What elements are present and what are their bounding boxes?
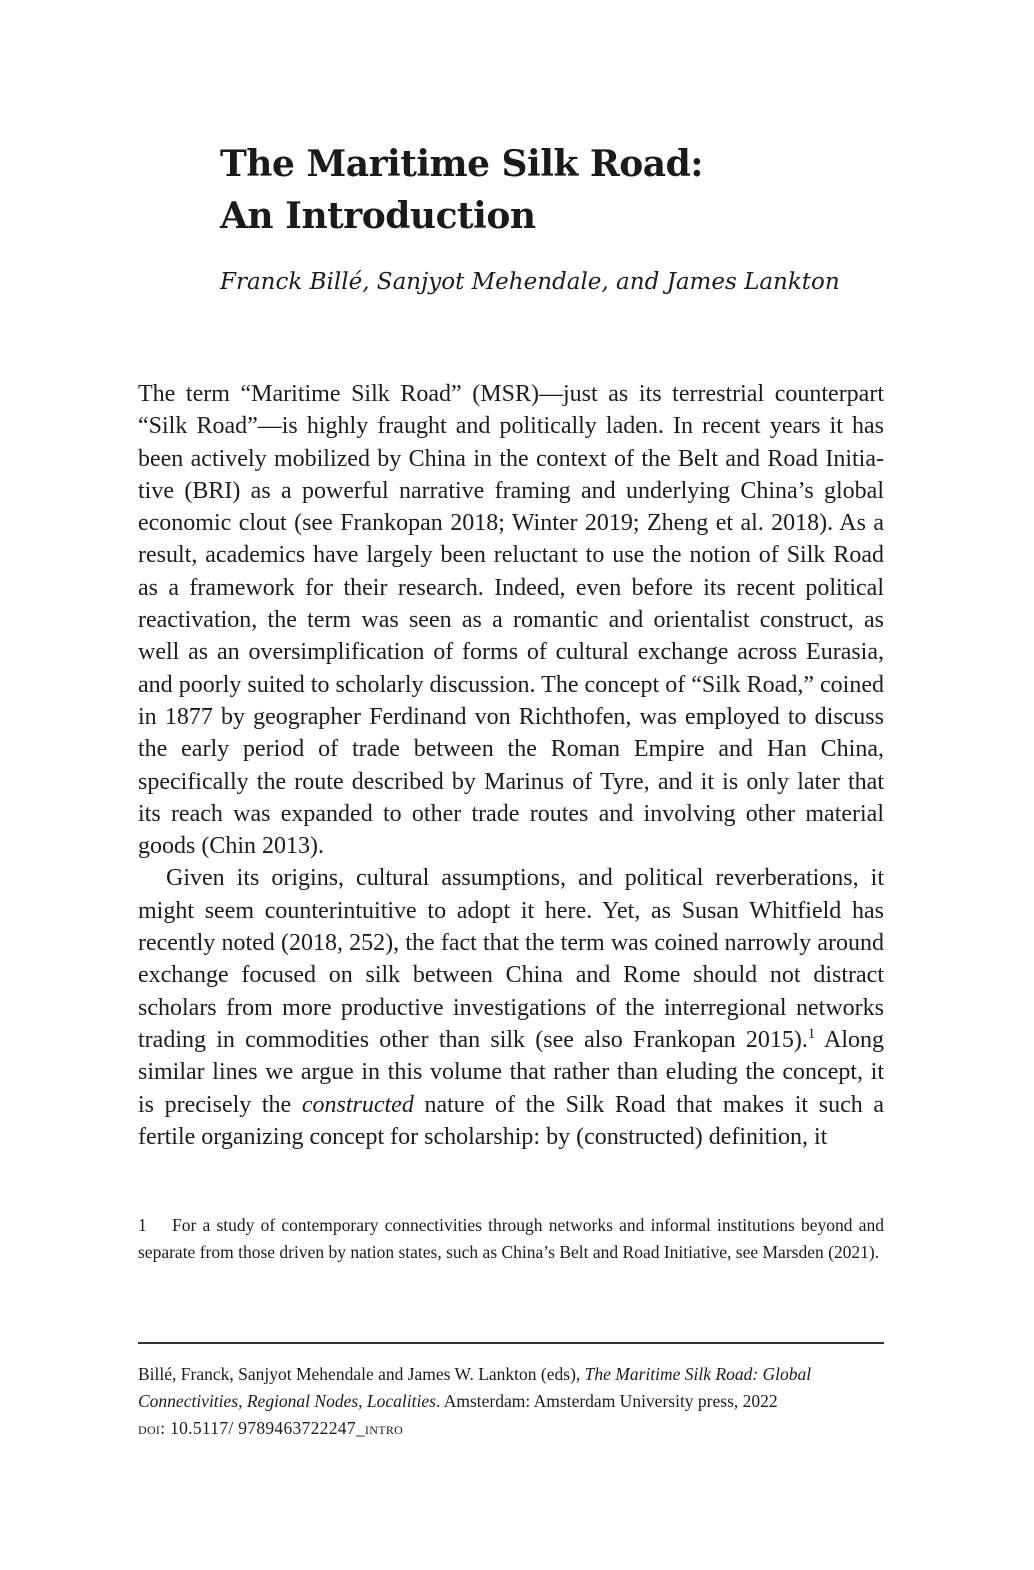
body-text [138,378,884,1153]
chapter-title [220,138,920,242]
citation-line [138,1361,884,1415]
footer-divider [138,1342,884,1344]
footnote-number: 1 [138,1215,147,1235]
paragraph-1: The term “Maritime Silk Road” (MSR)—just as its terrestrial counterpart “Silk Road”—is highly fraught and politically laden. In recent years it has been actively mobilized by China in the context of the Belt and Road Initiative (BRI) as a powerful narrative framing and underlying China’s global economic clout (see Frankopan 2018; Winter 2019; Zheng et al. 2018). As a result, academics have largely been reluctant to use the notion of Silk Road as a framework for their research. Indeed, even before its recent political reactivation, the term was seen as a romantic and orientalist construct, as well as an oversimplification of forms of cultural exchange across Eurasia, and poorly suited to scholarly discussion. The concept of “Silk Road,” coined in 1877 by geographer Ferdinand von Richthofen, was employed to discuss the early period of trade between the Roman Empire and Han China, specifically the route described by Marinus of Tyre, and it is only later that its reach was expanded to other trade routes and involving other material goods (Chin 2013). [138,381,884,860]
paragraph-2-part-3: nature of the Silk Road that makes it such a fertile organizing concept for scholarship: by (constructed) definition, it [138,1091,885,1150]
paragraph-2-part-2: Along similar lines we argue in this volume that rather than eluding the concept, it is precisely the [138,1026,884,1118]
footnote-reference: 1 [807,1025,816,1042]
citation-publisher: . Amsterdam: Amsterdam University press, 2022 [435,1391,778,1411]
chapter-title-line-2: An Introduction [220,195,536,237]
citation-doi: doi: 10.5117/ 9789463722247_intro [138,1418,404,1438]
chapter-authors: Franck Billé, Sanjyot Mehendale, and James Lankton [220,269,840,295]
citation-book-title: The Maritime Silk Road: Global Connectivities, Regional Nodes, Localities [138,1364,812,1411]
paragraph-2 [138,862,884,1153]
emphasis-constructed: constructed [301,1091,414,1118]
chapter-title-line-1: The Maritime Silk Road: [220,143,704,185]
footnote [138,1212,884,1265]
footnote-text: For a study of contemporary connectivities through networks and informal institutions beyond and separate from those driven by nation states, such as China’s Belt and Road Initiative, see Marsden (2021). [138,1215,884,1262]
citation-editors: Billé, Franck, Sanjyot Mehendale and James W. Lankton (eds), [138,1364,585,1384]
citation-block [138,1361,884,1442]
paragraph-2-part-1: Given its origins, cultural assumptions, and political reverberations, it might seem counterintuitive to adopt it here. Yet, as Susan Whitfield has recently noted (2018, 252), the fact that the term was coined narrowly around exchange focused on silk between China and Rome should not distract scholars from more productive investigations of the interregional networks trading in commodities other than silk (see also Frankopan 2015). [138,865,884,1053]
